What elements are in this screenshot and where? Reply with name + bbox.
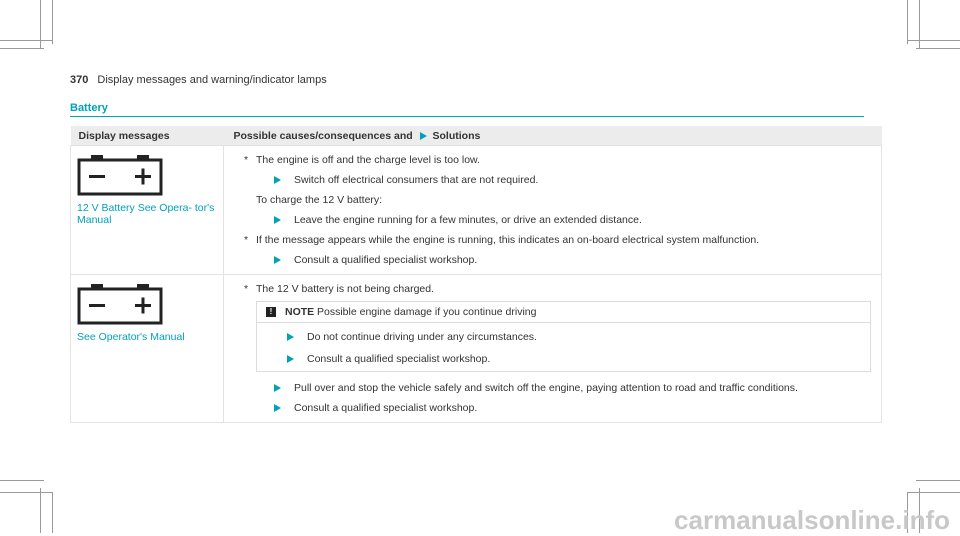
table-header-row [71,126,882,146]
cause-text: The engine is off and the charge level is too low. [256,154,480,166]
header-solutions-label: Solutions [432,129,481,142]
table-row [71,275,882,423]
message-cell [71,146,224,275]
message-label: 12 V Battery See Opera- tor's Manual [77,202,215,226]
page-header [70,74,327,86]
triangle-right-icon [274,256,281,264]
triangle-right-icon [274,176,281,184]
step-text: Do not continue driving under any circumstances. [307,331,537,343]
bullet-mark: * [244,283,249,295]
list-item [244,174,871,186]
list-item [244,234,871,246]
list-item [244,283,871,295]
triangle-right-icon [420,132,427,140]
battery-icon [77,283,163,325]
crop-mark [0,492,52,493]
header-col1-label: Display messages [78,129,170,142]
note-text: Possible engine damage if you continue driving [317,306,537,318]
message-label: See Operator's Manual [77,331,185,343]
crop-mark [40,488,41,533]
list-item [244,154,871,166]
bullet-mark: * [244,234,249,246]
display-messages-table [70,126,882,423]
crop-mark [0,48,44,49]
running-title: Display messages and warning/indicator lamps [97,74,327,86]
crop-mark [916,48,960,49]
triangle-right-icon [287,355,294,363]
solutions-cell [224,146,882,275]
list-item [244,214,871,226]
section-title: Battery [70,102,108,114]
header-col2-label: Possible causes/consequences and [233,129,413,142]
crop-mark [916,480,960,481]
triangle-right-icon [287,333,294,341]
step-text: Pull over and stop the vehicle safely and switch off the engine, paying attention to road and traffic conditions. [294,382,798,394]
plain-text: To charge the 12 V battery: [256,194,383,206]
section-divider [70,116,864,117]
crop-mark [52,492,53,533]
crop-mark [0,40,52,41]
triangle-right-icon [274,404,281,412]
note-keyword: NOTE [285,306,315,318]
list-item [244,254,871,266]
battery-icon [77,154,163,196]
crop-mark [0,480,44,481]
triangle-right-icon [274,384,281,392]
list-item [244,194,871,206]
header-display-messages [71,126,224,146]
note-box [256,301,871,372]
cause-text: The 12 V battery is not being charged. [256,283,435,295]
note-body [257,323,870,371]
step-text: Consult a qualified specialist workshop. [307,353,491,365]
step-text: Consult a qualified specialist workshop. [294,402,478,414]
triangle-right-icon [274,216,281,224]
list-item [257,353,870,365]
header-causes-solutions [224,126,882,146]
cause-text: If the message appears while the engine is running, this indicates an on-board electrical system malfunction. [256,234,760,246]
note-header [257,302,870,323]
list-item [244,402,871,414]
step-text: Consult a qualified specialist workshop. [294,254,478,266]
list-item [257,331,870,343]
message-cell [71,275,224,423]
crop-mark [908,40,960,41]
crop-mark [908,492,960,493]
list-item [244,382,871,394]
page-number: 370 [70,74,89,86]
step-text: Leave the engine running for a few minutes, or drive an extended distance. [294,214,642,226]
solutions-cell [224,275,882,423]
bullet-mark: * [244,154,249,166]
crop-mark [52,0,53,44]
step-text: Switch off electrical consumers that are not required. [294,174,539,186]
crop-mark [907,0,908,44]
watermark: carmanualsonline.info [674,505,950,535]
table-row [71,146,882,275]
warning-icon: ! [266,307,276,317]
